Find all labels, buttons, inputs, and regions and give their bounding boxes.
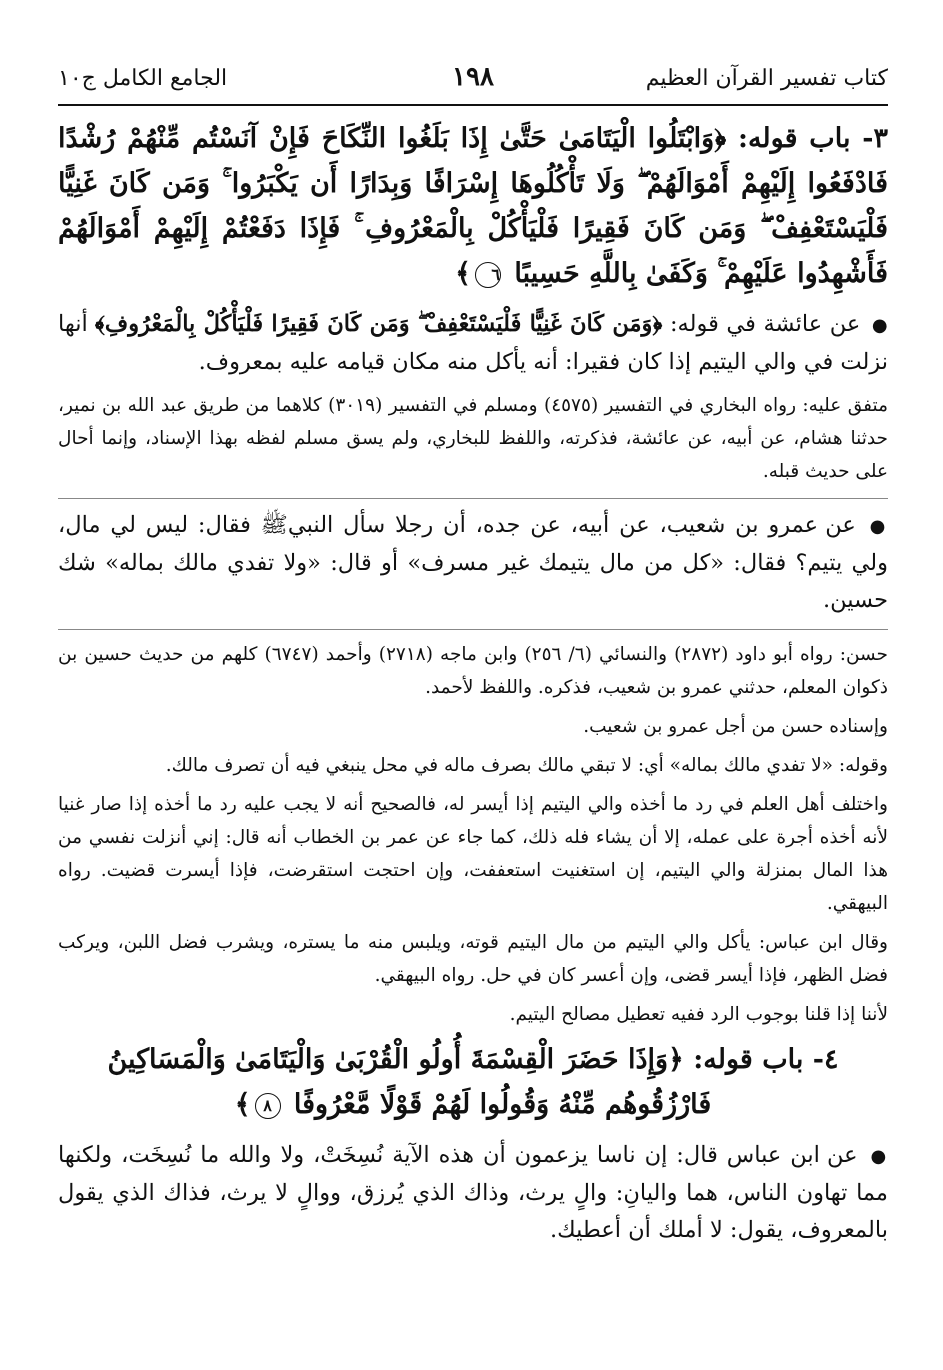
hadith-amr-text: عن عمرو بن شعيب، عن أبيه، عن جده، أن رجلا سأل النبيﷺ فقال: ليس لي مال، ولي يتيم؟ فقال: «كل من مال يتيمك غير مسرف» أو قال: «ولا تفدي مالك بماله» شك حسين. [58, 512, 888, 613]
takhrij-note-2: حسن: رواه أبو داود (٢٨٧٢) والنسائي (٦/ ٢٥٦) وابن ماجه (٢٧١٨) وأحمد (٦٧٤٧) كلهم من حديث حسين بن ذكوان المعلم، حدثني عمرو بن شعيب، فذكره. واللفظ لأحمد. [58, 644, 888, 698]
bullet-icon: ● [871, 315, 888, 336]
volume-label: الجامع الكامل ج١٠ [58, 66, 228, 91]
commentary-note-7: لأننا إذا قلنا بوجوب الرد ففيه تعطيل مصالح اليتيم. [509, 1004, 888, 1025]
hadith-ibn-abbas [58, 1137, 888, 1249]
hadith-aisha-quote: ﴿وَمَن كَانَ غَنِيًّا فَلْيَسْتَعْفِفْ ۖ وَمَن كَانَ فَقِيرًا فَلْيَأْكُلْ بِالْمَعْرُوفِ﴾ [94, 311, 663, 337]
section-3-heading [58, 116, 888, 296]
hadith-aisha-rest: أنها نزلت في والي اليتيم إذا كان فقيرا: أنه يأكل منه مكان قيامه عليه بمعروف. [58, 311, 888, 375]
section-3-verse: ﴿وَابْتَلُوا الْيَتَامَىٰ حَتَّىٰ إِذَا بَلَغُوا النِّكَاحَ فَإِنْ آنَسْتُم مِّنْهُمْ رُشْدًا فَادْفَعُوا إِلَيْهِمْ أَمْوَالَهُمْ ۖ وَلَا تَأْكُلُوهَا إِسْرَافًا وَبِدَارًا أَن يَكْبَرُوا ۚ وَمَن كَانَ غَنِيًّا فَلْيَسْتَعْفِفْ ۖ وَمَن كَانَ فَقِيرًا فَلْيَأْكُلْ بِالْمَعْرُوفِ ۚ فَإِذَا دَفَعْتُمْ إِلَيْهِمْ أَمْوَالَهُمْ فَأَشْهِدُوا عَلَيْهِمْ ۚ وَكَفَىٰ بِاللَّهِ حَسِيبًا [58, 123, 888, 289]
commentary-note-5: واختلف أهل العلم في رد ما أخذه والي اليتيم إذا أيسر له، فالصحيح أنه لا يجب عليه رد ما أخذه إذا صار غنيا لأنه أخذه أجرة على عمله، إلا أن يشاء فله ذلك، كما جاء عن عمر بن الخطاب أنه قال: إني أنزلت نفسي من هذا المال بمنزلة والي اليتيم، إن استغنيت استعففت، وإن احتجت استقرضت، فإذا أيسرت قضيت. رواه البيهقي. [58, 794, 888, 914]
ayah-number-6: ٦ [475, 262, 501, 288]
section-3-label: ٣- باب قوله: [737, 123, 888, 154]
takhrij-note-1: متفق عليه: رواه البخاري في التفسير (٤٥٧٥) ومسلم في التفسير (٣٠١٩) كلاهما من طريق عبد الله بن نمير، حدثنا هشام، عن أبيه، عن عائشة، فذكرته، واللفظ للبخاري، ولم يسق مسلم لفظه بهذا الإسناد، وإنما أحال على حديث قبله. [58, 395, 888, 482]
header-rule [58, 104, 888, 106]
commentary-note-6: وقال ابن عباس: يأكل والي اليتيم من مال اليتيم قوته، ويلبس منه ما يستره، ويشرب فضل اللبن، ويركب فضل الظهر، فإذا أيسر قضى، وإن أعسر كان في حل. رواه البيهقي. [58, 932, 888, 986]
divider [58, 498, 888, 499]
hadith-aisha-intro: عن عائشة في قوله: [669, 311, 861, 337]
section-4-heading [58, 1037, 888, 1127]
section-4-verse: ﴿وَإِذَا حَضَرَ الْقِسْمَةَ أُولُو الْقُرْبَىٰ وَالْيَتَامَىٰ وَالْمَسَاكِينُ فَارْزُقُوهُم مِّنْهُ وَقُولُوا لَهُمْ قَوْلًا مَّعْرُوفًا [107, 1044, 712, 1120]
hadith-aisha [58, 306, 888, 381]
book-page [58, 62, 888, 1257]
ayah-number-8: ٨ [255, 1093, 281, 1119]
hadith-ibn-abbas-text: عن ابن عباس قال: إن ناسا يزعمون أن هذه الآية نُسِخَتْ، ولا والله ما نُسِخَت، ولكنها مما تهاون الناس، هما واليانِ: والٍ يرث، وذاك الذي يُرزق، ووالٍ لا يرث، فذاك الذي يقول بالمعروف، يقول: لا أملك أن أعطيك. [58, 1142, 888, 1243]
commentary-note-4: وقوله: «لا تفدي مالك بماله» أي: لا تبقي مالك بصرف ماله في محل ينبغي فيه أن تصرف مالك. [165, 755, 888, 776]
hadith-amr [58, 507, 888, 619]
section-4-label: ٤- باب قوله: [693, 1044, 839, 1075]
bullet-icon: ● [869, 516, 888, 537]
page-header [58, 62, 888, 102]
takhrij-note-3: وإسناده حسن من أجل عمرو بن شعيب. [583, 716, 888, 737]
page-number: ١٩٨ [452, 62, 494, 92]
verse-close-bracket: ﴾ [455, 258, 471, 289]
divider [58, 629, 888, 630]
verse-close-bracket: ﴾ [234, 1089, 251, 1120]
bullet-icon: ● [870, 1146, 888, 1167]
book-title: كتاب تفسير القرآن العظيم [645, 66, 888, 91]
